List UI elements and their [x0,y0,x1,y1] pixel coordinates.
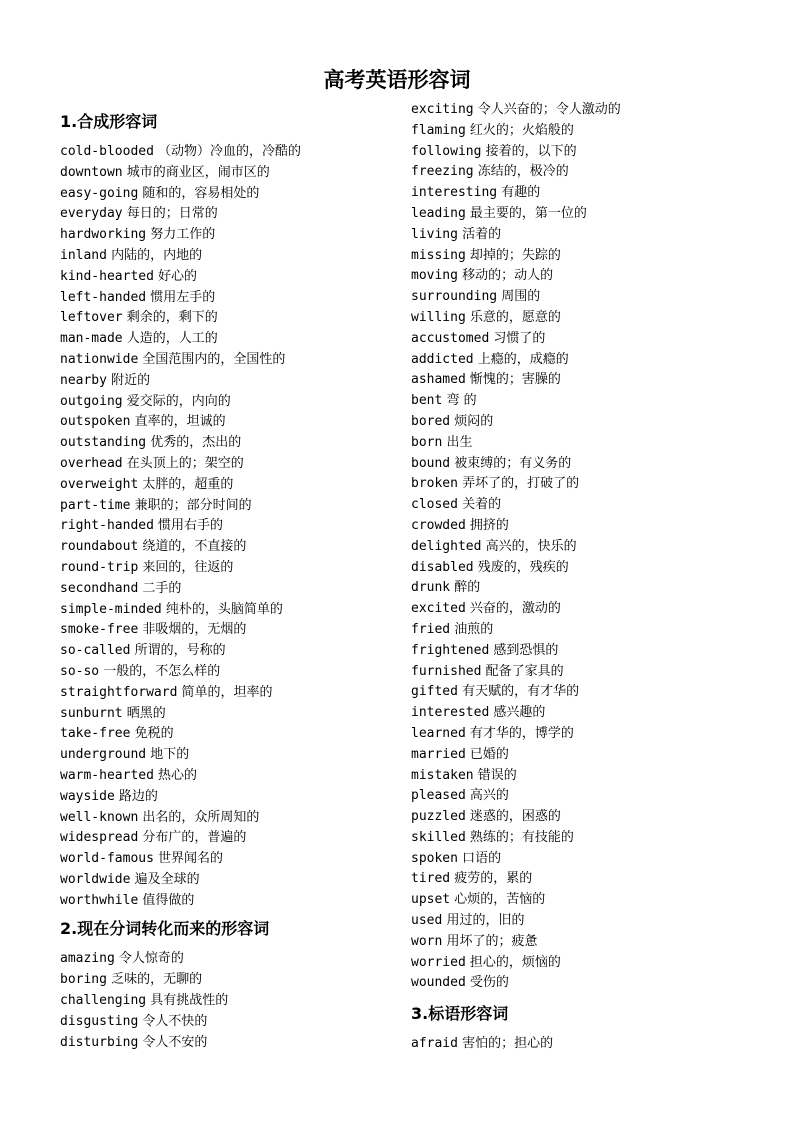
entry-english: disturbing [60,1034,139,1050]
entry-chinese: 路边的 [114,788,158,804]
entry-english: moving [411,268,458,284]
entry-english: following [411,143,482,159]
entry-chinese: 残废的，残疾的 [473,559,569,575]
entry-row [411,412,741,433]
entry-chinese: 一般的，不怎么样的 [99,663,221,679]
entry-english: born [411,434,443,450]
entry-row [60,225,390,246]
entry-chinese: 熟练的；有技能的 [465,829,574,845]
entry-chinese: 弯 的 [442,393,477,409]
entry-english: drunk [411,580,451,596]
entry-chinese: 受伤的 [465,975,509,991]
entry-row [60,949,390,970]
entry-list [60,142,390,911]
entry-chinese: 醉的 [450,580,481,596]
entry-row [60,246,390,267]
entry-row [60,1033,390,1054]
entry-chinese: 令人不快的 [138,1013,208,1029]
entry-row [60,412,390,433]
entry-chinese: 有天赋的，有才华的 [457,684,580,700]
entry-english: mistaken [411,767,474,783]
entry-english: part-time [60,497,131,513]
entry-english: kind-hearted [60,268,154,284]
entry-chinese: 具有挑战性的 [146,993,229,1009]
entry-chinese: 地下的 [146,747,190,763]
entry-row [411,890,741,911]
entry-chinese: 惯用左手的 [146,289,216,305]
entry-english: nationwide [60,351,139,367]
entry-row [411,142,741,163]
entry-chinese: 周围的 [497,289,541,305]
entry-row [411,620,741,641]
entry-english: freezing [411,164,474,180]
entry-chinese: 用过的，旧的 [442,913,525,929]
entry-row [60,142,390,163]
entry-row [60,371,390,392]
entry-english: furnished [411,663,482,679]
entry-english: willing [411,309,466,325]
entry-chinese: 热心的 [153,767,198,783]
entry-chinese: 令人不安的 [138,1034,208,1050]
entry-english: take-free [60,726,131,742]
entry-chinese: 太胖的，超重的 [138,476,234,492]
entry-english: sunburnt [60,705,123,721]
entry-row [411,745,741,766]
entry-row [60,704,390,725]
entry-chinese: 移动的；动人的 [457,268,554,284]
entry-row [60,724,390,745]
entry-row [60,184,390,205]
entry-english: round-trip [60,559,139,575]
entry-chinese: 直率的，坦诚的 [130,414,226,430]
entry-row [411,766,741,787]
entry-chinese: 感到恐惧的 [489,642,559,658]
entry-chinese: 感兴趣的 [489,705,546,721]
entry-english: worried [411,954,466,970]
entry-english: widespread [60,830,139,846]
entry-chinese: 担心的，烦恼的 [465,954,561,970]
entry-chinese: 随和的，容易相处的 [138,185,260,201]
entry-chinese: 免税的 [130,726,174,742]
entry-row [411,828,741,849]
entry-row [411,558,741,579]
entry-english: learned [411,725,466,741]
entry-english: interested [411,705,490,721]
entry-english: worn [411,933,443,949]
entry-chinese: 努力工作的 [146,227,216,243]
entry-row [411,682,741,703]
entry-chinese: 纯朴的，头脑简单的 [161,601,283,617]
entry-row [411,100,741,121]
entry-chinese: 心烦的，苦恼的 [450,892,546,908]
entry-row [411,662,741,683]
entry-chinese: 拥挤的 [465,517,509,533]
entry-row [411,350,741,371]
entry-english: smoke-free [60,622,139,638]
entry-chinese: 分布广的，普遍的 [138,830,247,846]
entry-chinese: 出名的，众所周知的 [138,809,260,825]
entry-chinese: 令人兴奋的；令人激动的 [473,102,621,117]
entry-row [60,849,390,870]
section-1 [60,111,390,911]
entry-english: exciting [411,102,474,117]
entry-chinese: 冻结的，极冷的 [473,164,569,180]
entry-chinese: 所谓的，号称的 [130,643,226,659]
entry-chinese: 剩余的，剩下的 [122,310,218,326]
entry-row [411,911,741,932]
entry-english: upset [411,892,451,908]
entry-row [60,620,390,641]
section-4 [411,1003,741,1055]
entry-chinese: 爱交际的，内向的 [122,393,231,409]
entry-chinese: 接着的，以下的 [481,143,577,159]
entry-row [411,807,741,828]
entry-chinese: 人造的，人工的 [122,331,218,347]
entry-chinese: 最主要的，第一位的 [465,205,587,221]
entry-row [60,870,390,891]
entry-english: nearby [60,372,107,388]
entry-row [60,267,390,288]
entry-row [411,433,741,454]
entry-english: man-made [60,331,123,347]
entry-row [411,287,741,308]
entry-chinese: 错误的 [473,767,517,783]
entry-english: worldwide [60,871,131,887]
entry-row [60,475,390,496]
entry-chinese: 油煎的 [450,621,494,637]
entry-row [60,828,390,849]
entry-chinese: 高兴的，快乐的 [481,538,577,554]
entry-english: puzzled [411,809,466,825]
left-column [60,100,390,1053]
entry-english: leftover [60,310,123,326]
entry-chinese: 用坏了的；疲惫 [442,933,538,949]
entry-chinese: 简单的，坦率的 [177,684,273,700]
entry-english: tired [411,871,451,887]
entry-chinese: 晒黑的 [122,705,166,721]
entry-english: pleased [411,788,466,804]
entry-row [60,433,390,454]
entry-english: outgoing [60,393,123,409]
entry-english: easy-going [60,185,139,201]
entry-row [411,537,741,558]
entry-row [60,683,390,704]
entry-row [60,1012,390,1033]
entry-row [411,724,741,745]
entry-chinese: 活着的 [457,226,502,242]
entry-chinese: 却掉的；失踪的 [465,247,561,263]
entry-chinese: 好心的 [153,268,198,284]
entry-chinese: 内陆的，内地的 [106,247,203,263]
entry-english: disgusting [60,1013,139,1029]
entry-english: world-famous [60,851,154,867]
entry-english: addicted [411,351,474,367]
entry-english: challenging [60,993,147,1009]
section-3 [411,100,741,994]
entry-english: outstanding [60,435,147,451]
entry-row [60,579,390,600]
entry-english: interesting [411,185,498,201]
entry-row [60,350,390,371]
entry-row [60,662,390,683]
entry-row [411,849,741,870]
entry-row [60,808,390,829]
entry-english: spoken [411,850,458,866]
entry-row [411,162,741,183]
entry-english: well-known [60,809,139,825]
entry-row [60,891,390,912]
entry-chinese: 二手的 [138,580,182,596]
entry-chinese: 有趣的 [497,185,541,201]
entry-row [411,329,741,350]
entry-chinese: 红火的；火焰般的 [465,122,574,138]
entry-chinese: 烦闷的 [450,413,494,429]
entry-row [60,558,390,579]
entry-row [60,496,390,517]
entry-english: leading [411,205,466,221]
entry-chinese: 害怕的；担心的 [457,1036,554,1052]
entry-row [60,991,390,1012]
entry-english: cold-blooded [60,144,154,159]
entry-english: wayside [60,788,115,804]
entry-english: fried [411,621,451,637]
entry-row [60,787,390,808]
entry-row [411,225,741,246]
entry-row [60,745,390,766]
entry-chinese: 迷惑的，困惑的 [465,809,561,825]
entry-chinese: 已婚的 [465,746,509,762]
page-title: 高考英语形容词 [323,68,471,92]
entry-english: afraid [411,1036,458,1052]
entry-english: excited [411,601,466,617]
entry-english: bored [411,413,451,429]
entry-english: closed [411,497,458,513]
entry-english: inland [60,247,107,263]
entry-english: frightened [411,642,490,658]
entry-row [60,392,390,413]
entry-english: overhead [60,455,123,471]
section-2 [60,918,390,1053]
entry-english: surrounding [411,289,498,305]
entry-english: delighted [411,538,482,554]
entry-row [411,599,741,620]
entry-row [60,766,390,787]
entry-row [411,474,741,495]
entry-row [60,516,390,537]
entry-chinese: 每日的；日常的 [122,206,218,222]
entry-row [411,953,741,974]
entry-english: so-so [60,663,100,679]
entry-english: boring [60,972,107,988]
entry-chinese: 绕道的，不直接的 [138,539,247,555]
entry-row [411,246,741,267]
entry-chinese: 优秀的，杰出的 [146,435,242,451]
entry-chinese: 弄坏了的，打破了的 [457,476,580,492]
entry-chinese: 出生 [442,434,473,450]
entry-chinese: 附近的 [106,372,151,388]
entry-english: skilled [411,829,466,845]
entry-row [60,454,390,475]
entry-english: secondhand [60,580,139,596]
entry-chinese: 关着的 [457,497,502,513]
entry-chinese: 遍及全球的 [130,871,200,887]
entry-row [60,308,390,329]
entry-chinese: 非吸烟的，无烟的 [138,622,247,638]
entry-row [411,932,741,953]
entry-english: downtown [60,164,123,180]
entry-english: straightforward [60,684,178,700]
entry-chinese: 有才华的，博学的 [465,725,574,741]
entry-chinese: （动物）冷血的，冷酷的 [153,144,302,159]
entry-chinese: 惭愧的；害臊的 [465,372,561,388]
entry-english: warm-hearted [60,767,154,783]
entry-english: used [411,913,443,929]
entry-row [411,391,741,412]
entry-english: roundabout [60,539,139,555]
entry-english: broken [411,476,458,492]
entry-chinese: 被束缚的；有义务的 [450,455,572,471]
entry-row [60,537,390,558]
entry-row [411,578,741,599]
entry-list [411,1034,741,1055]
entry-english: disabled [411,559,474,575]
entry-row [411,495,741,516]
entry-english: bound [411,455,451,471]
entry-row [411,786,741,807]
entry-english: right-handed [60,518,154,534]
entry-english: wounded [411,975,466,991]
entry-english: crowded [411,517,466,533]
entry-english: left-handed [60,289,147,305]
entry-row [411,454,741,475]
entry-row [411,703,741,724]
entry-english: missing [411,247,466,263]
entry-english: everyday [60,206,123,222]
entry-english: so-called [60,643,131,659]
entry-row [411,641,741,662]
entry-chinese: 乐意的，愿意的 [465,309,561,325]
entry-row [60,204,390,225]
entry-chinese: 疲劳的，累的 [450,871,533,887]
section-heading: 2.现在分词转化而来的形容词 [60,919,270,939]
entry-row [60,600,390,621]
entry-row [60,970,390,991]
entry-row [411,516,741,537]
entry-row [411,183,741,204]
entry-row [411,308,741,329]
entry-chinese: 上瘾的，成瘾的 [473,351,569,367]
section-heading: 1.合成形容词 [60,112,158,131]
entry-chinese: 城市的商业区，闹市区的 [122,164,270,180]
entry-english: married [411,746,466,762]
entry-chinese: 配备了家具的 [481,663,564,679]
entry-english: gifted [411,684,458,700]
entry-row [411,869,741,890]
entry-english: worthwhile [60,892,139,908]
entry-chinese: 惯用右手的 [153,518,224,534]
entry-chinese: 兼职的；部分时间的 [130,497,252,513]
entry-english: outspoken [60,414,131,430]
entry-row [60,288,390,309]
entry-row [411,370,741,391]
entry-chinese: 全国范围内的，全国性的 [138,351,286,367]
entry-english: accustomed [411,330,490,346]
entry-english: amazing [60,951,115,967]
entry-english: bent [411,393,443,409]
entry-chinese: 乏味的，无聊的 [106,972,203,988]
entry-english: living [411,226,458,242]
entry-list [60,949,390,1053]
entry-chinese: 世界闻名的 [153,851,224,867]
section-heading: 3.标语形容词 [411,1004,509,1024]
entry-row [411,1034,741,1055]
entry-row [60,641,390,662]
entry-row [411,121,741,142]
entry-english: simple-minded [60,601,162,617]
entry-chinese: 习惯了的 [489,330,546,346]
entry-english: hardworking [60,227,147,243]
entry-chinese: 高兴的 [465,788,509,804]
entry-chinese: 值得做的 [138,892,195,908]
entry-row [411,266,741,287]
entry-chinese: 令人惊奇的 [114,951,184,967]
entry-english: underground [60,747,147,763]
entry-english: overweight [60,476,139,492]
entry-english: flaming [411,122,466,138]
entry-chinese: 兴奋的，激动的 [465,601,561,617]
entry-chinese: 口语的 [457,850,502,866]
entry-chinese: 在头顶上的；架空的 [122,455,244,471]
right-column [411,100,741,1055]
entry-row [411,204,741,225]
entry-row [60,329,390,350]
entry-chinese: 来回的，往返的 [138,559,234,575]
entry-row [60,163,390,184]
entry-row [411,973,741,994]
entry-english: ashamed [411,372,466,388]
entry-list [411,100,741,994]
